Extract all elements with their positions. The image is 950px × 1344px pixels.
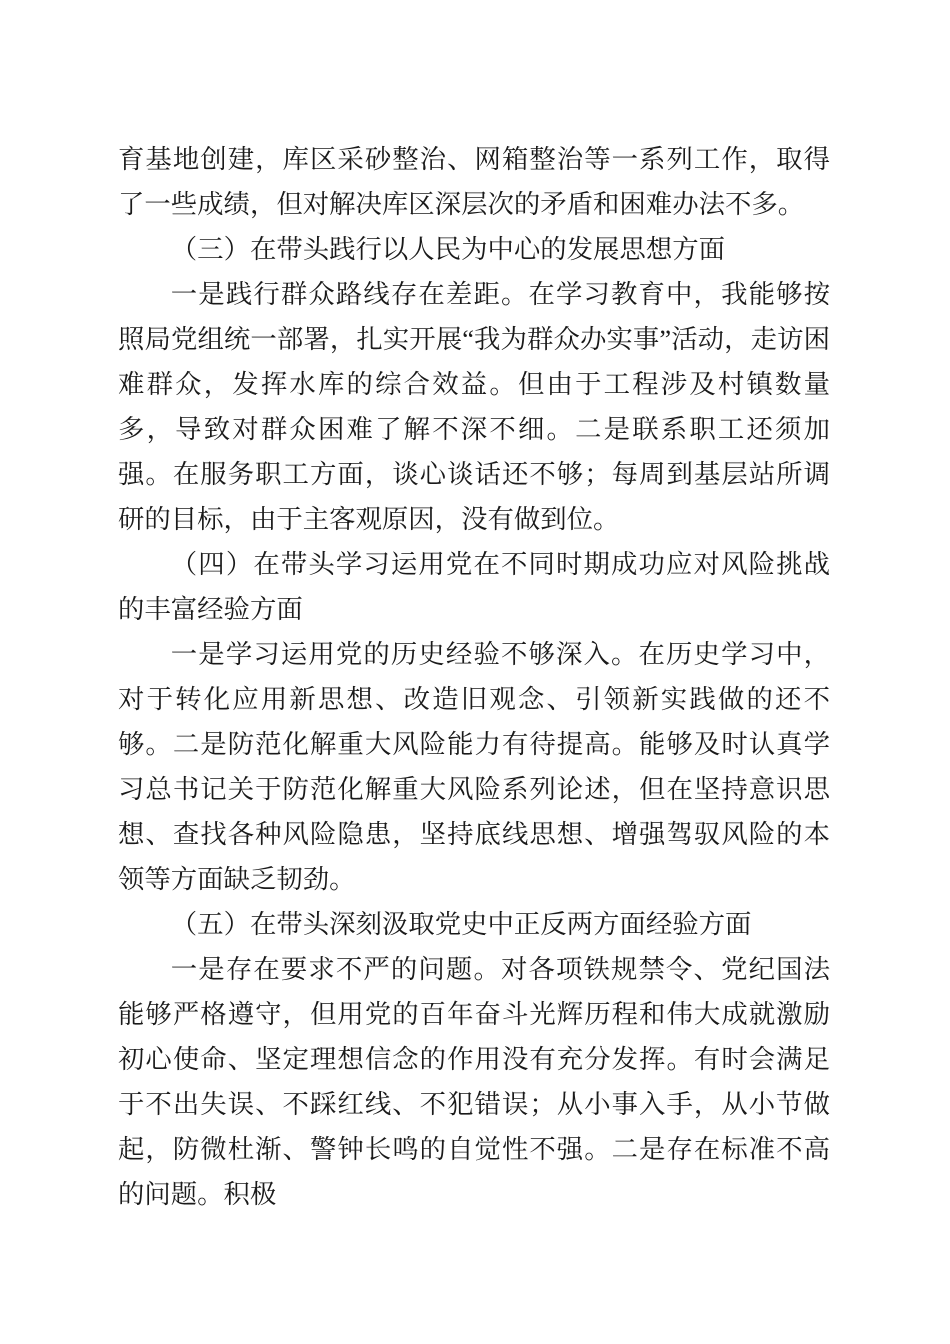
section-heading: （五）在带头深刻汲取党史中正反两方面经验方面 [170, 909, 752, 939]
paragraph: 一是学习运用党的历史经验不够深入。在历史学习中，对于转化应用新思想、改造旧观念、引领新实践做的还不够。二是防范化解重大风险能力有待提高。能够及时认真学习总书记关于防范化解重大风险系列论述，但在坚持意识思想、查找各种风险隐患，坚持底线思想、增强驾驭风险的本领等方面缺乏韧劲。 [118, 639, 830, 894]
document-body [118, 137, 830, 1217]
section-heading: （四）在带头学习运用党在不同时期成功应对风险挑战的丰富经验方面 [118, 549, 830, 624]
paragraph: 育基地创建，库区采砂整治、网箱整治等一系列工作，取得了一些成绩，但对解决库区深层次的矛盾和困难办法不多。 [118, 144, 830, 219]
section-heading: （三）在带头践行以人民为中心的发展思想方面 [170, 234, 725, 264]
paragraph: 一是践行群众路线存在差距。在学习教育中，我能够按照局党组统一部署，扎实开展“我为群众办实事”活动，走访困难群众，发挥水库的综合效益。但由于工程涉及村镇数量多，导致对群众困难了解不深不细。二是联系职工还须加强。在服务职工方面，谈心谈话还不够；每周到基层站所调研的目标，由于主客观原因，没有做到位。 [118, 279, 830, 534]
paragraph: 一是存在要求不严的问题。对各项铁规禁令、党纪国法能够严格遵守，但用党的百年奋斗光辉历程和伟大成就激励初心使命、坚定理想信念的作用没有充分发挥。有时会满足于不出失误、不踩红线、不犯错误；从小事入手，从小节做起，防微杜渐、警钟长鸣的自觉性不强。二是存在标准不高的问题。积极 [118, 954, 830, 1209]
